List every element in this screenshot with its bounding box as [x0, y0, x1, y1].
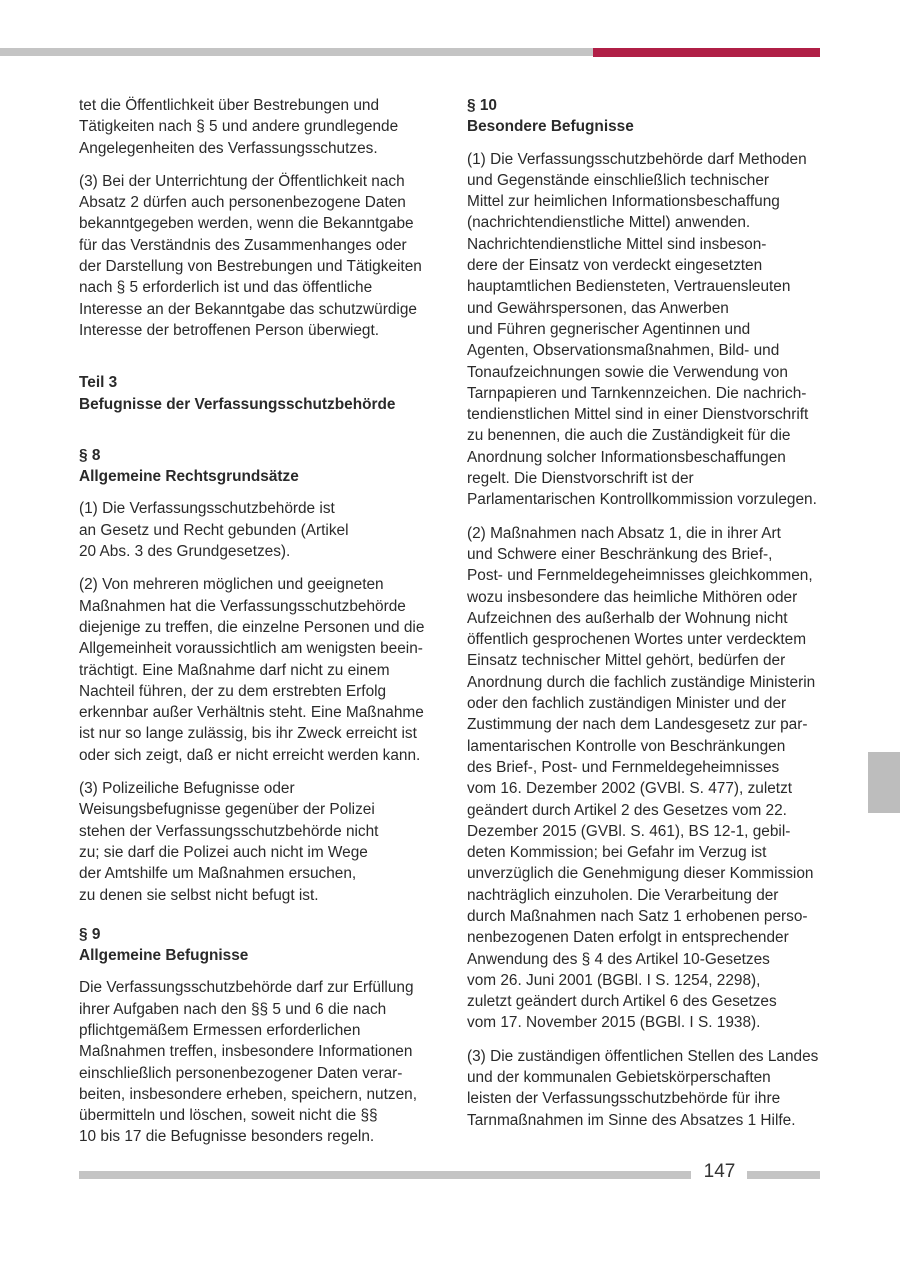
- text-line: nach § 5 erforderlich ist und das öffentliche: [79, 279, 373, 297]
- section-title: Allgemeine Rechtsgrundsätze: [79, 468, 299, 486]
- paragraph: [79, 95, 431, 159]
- text-line: Maßnahmen hat die Verfassungsschutzbehörde: [79, 597, 406, 615]
- text-line: an Gesetz und Recht gebunden (Artikel: [79, 521, 349, 539]
- header-rule-accent: [593, 48, 820, 57]
- text-line: geändert durch Artikel 2 des Gesetzes vom 22.: [467, 801, 787, 819]
- text-line: und Gegenstände einschließlich technischer: [467, 171, 770, 189]
- text-line: (nachrichtendienstliche Mittel) anwenden.: [467, 214, 751, 232]
- header-rule-grey: [0, 48, 593, 56]
- text-line: Anordnung solcher Informationsbeschaffungen: [467, 448, 786, 466]
- text-line: und Führen gegnerischer Agentinnen und: [467, 320, 751, 338]
- text-line: deten Kommission; bei Gefahr im Verzug ist: [467, 844, 767, 862]
- text-line: Weisungsbefugnisse gegenüber der Polizei: [79, 801, 375, 819]
- text-line: stehen der Verfassungsschutzbehörde nicht: [79, 822, 379, 840]
- text-line: Absatz 2 dürfen auch personenbezogene Daten: [79, 194, 406, 212]
- text-line: ihrer Aufgaben nach den §§ 5 und 6 die nach: [79, 1000, 387, 1018]
- text-line: (1) Die Verfassungsschutzbehörde darf Methoden: [467, 150, 807, 168]
- text-line: Allgemeinheit voraussichtlich am wenigsten beein-: [79, 640, 423, 658]
- text-line: für das Verständnis des Zusammenhanges oder: [79, 236, 407, 254]
- text-line: Angelegenheiten des Verfassungsschutzes.: [79, 139, 378, 157]
- text-line: (3) Bei der Unterrichtung der Öffentlichkeit nach: [79, 172, 405, 190]
- text-line: pflichtgemäßem Ermessen erforderlichen: [79, 1021, 361, 1039]
- text-line: Tarnpapieren und Tarnkennzeichen. Die nachrich-: [467, 384, 807, 402]
- text-line: wozu insbesondere das heimliche Mithören oder: [467, 588, 798, 606]
- text-line: 20 Abs. 3 des Grundgesetzes).: [79, 543, 291, 561]
- text-line: einschließlich personenbezogener Daten verar-: [79, 1064, 403, 1082]
- text-line: Mittel zur heimlichen Informationsbeschaffung: [467, 193, 780, 211]
- text-line: leisten der Verfassungsschutzbehörde für ihre: [467, 1090, 781, 1108]
- text-line: der Darstellung von Bestrebungen und Tätigkeiten: [79, 258, 422, 276]
- paragraph: [79, 977, 431, 1147]
- text-line: Parlamentarischen Kontrollkommission vorzulegen.: [467, 491, 817, 509]
- text-line: der Amtshilfe um Maßnahmen ersuchen,: [79, 865, 357, 883]
- text-line: Agenten, Observationsmaßnahmen, Bild- und: [467, 342, 780, 360]
- text-line: (1) Die Verfassungsschutzbehörde ist: [79, 500, 335, 518]
- text-line: ist nur so lange zulässig, bis ihr Zweck erreicht ist: [79, 725, 417, 743]
- part-title: Befugnisse der Verfassungsschutzbehörde: [79, 395, 396, 413]
- right-column: [467, 95, 827, 1143]
- text-line: vom 16. Dezember 2002 (GVBl. S. 477), zuletzt: [467, 780, 793, 798]
- text-line: regelt. Die Dienstvorschrift ist der: [467, 470, 694, 488]
- text-line: übermitteln und löschen, soweit nicht die §§: [79, 1107, 378, 1125]
- footer-rule: [79, 1171, 691, 1179]
- paragraph: [467, 149, 827, 511]
- text-line: vom 26. Juni 2001 (BGBl. I S. 1254, 2298),: [467, 971, 761, 989]
- text-line: nenbezogenen Daten erfolgt in entsprechender: [467, 929, 789, 947]
- paragraph: [79, 778, 431, 906]
- text-line: Tätigkeiten nach § 5 und andere grundlegende: [79, 118, 399, 136]
- paragraph: [79, 574, 431, 766]
- text-line: unverzüglich die Genehmigung dieser Kommission: [467, 865, 814, 883]
- text-line: tet die Öffentlichkeit über Bestrebungen und: [79, 97, 380, 114]
- text-line: oder den fachlich zuständigen Minister und der: [467, 695, 787, 713]
- text-line: (2) Von mehreren möglichen und geeigneten: [79, 576, 384, 594]
- part-number: Teil 3: [79, 374, 118, 392]
- text-line: Tarnmaßnahmen im Sinne des Absatzes 1 Hilfe.: [467, 1111, 796, 1129]
- text-line: nachträglich einzuholen. Die Verarbeitung der: [467, 886, 779, 904]
- text-line: lamentarischen Kontrolle von Beschränkungen: [467, 737, 786, 755]
- section-number: § 10: [467, 97, 497, 114]
- text-line: (2) Maßnahmen nach Absatz 1, die in ihrer Art: [467, 524, 781, 542]
- text-line: Anordnung durch die fachlich zuständige Ministerin: [467, 673, 816, 691]
- paragraph: [467, 523, 827, 1034]
- section-number: § 9: [79, 925, 101, 943]
- paragraph: [79, 498, 431, 562]
- paragraph: [79, 171, 431, 341]
- section-heading-9: [79, 924, 431, 967]
- footer-rule-right: [747, 1171, 820, 1179]
- text-line: Anwendung des § 4 des Artikel 10-Gesetzes: [467, 950, 770, 968]
- text-line: bekanntgegeben werden, wenn die Bekanntgabe: [79, 215, 414, 233]
- text-line: Maßnahmen treffen, insbesondere Informationen: [79, 1043, 413, 1061]
- text-line: (3) Die zuständigen öffentlichen Stellen des Landes: [467, 1047, 819, 1065]
- text-line: Post- und Fernmeldegeheimnisses gleichkommen,: [467, 567, 813, 585]
- text-line: und Schwere einer Beschränkung des Brief-,: [467, 545, 773, 563]
- text-line: Interesse an der Bekanntgabe das schutzwürdige: [79, 300, 417, 318]
- paragraph: [467, 1046, 827, 1131]
- section-number: § 8: [79, 446, 101, 464]
- text-line: öffentlich gesprochenen Wortes unter verdecktem: [467, 631, 807, 649]
- text-line: beiten, insbesondere erheben, speichern, nutzen,: [79, 1085, 417, 1103]
- text-line: diejenige zu treffen, die einzelne Personen und die: [79, 618, 425, 636]
- text-line: durch Maßnahmen nach Satz 1 erhobenen perso-: [467, 907, 808, 925]
- text-line: zu denen sie selbst nicht befugt ist.: [79, 886, 319, 904]
- text-line: und der kommunalen Gebietskörperschaften: [467, 1069, 771, 1087]
- text-line: vom 17. November 2015 (BGBl. I S. 1938).: [467, 1014, 761, 1032]
- page-number: 147: [703, 1161, 736, 1182]
- text-line: Die Verfassungsschutzbehörde darf zur Erfüllung: [79, 979, 414, 997]
- text-line: und Gewährspersonen, das Anwerben: [467, 299, 729, 317]
- text-line: 10 bis 17 die Befugnisse besonders regeln.: [79, 1128, 375, 1146]
- text-line: oder sich zeigt, daß er nicht erreicht werden kann.: [79, 746, 421, 764]
- text-line: Aufzeichnen des außerhalb der Wohnung nicht: [467, 609, 788, 627]
- text-line: zu benennen, die auch die Zuständigkeit für die: [467, 427, 791, 445]
- text-line: zuletzt geändert durch Artikel 6 des Gesetzes: [467, 993, 777, 1011]
- text-line: zu; sie darf die Polizei auch nicht im Wege: [79, 843, 368, 861]
- text-line: Nachteil führen, der zu dem erstrebten Erfolg: [79, 682, 387, 700]
- section-title: Allgemeine Befugnisse: [79, 947, 249, 965]
- text-line: hauptamtlichen Bediensteten, Vertrauensleuten: [467, 278, 791, 296]
- text-line: Interesse der betroffenen Person überwiegt.: [79, 321, 380, 339]
- text-line: trächtigt. Eine Maßnahme darf nicht zu einem: [79, 661, 390, 679]
- text-line: Zustimmung der nach dem Landesgesetz zur par-: [467, 716, 808, 734]
- chapter-side-tab: [868, 752, 900, 813]
- text-line: Dezember 2015 (GVBl. S. 461), BS 12-1, gebil-: [467, 822, 791, 840]
- text-line: tendienstlichen Mittel sind in einer Dienstvorschrift: [467, 406, 809, 424]
- section-heading-10: [467, 95, 827, 138]
- text-line: Tonaufzeichnungen sowie die Verwendung von: [467, 363, 788, 381]
- section-heading-8: [79, 445, 431, 488]
- text-line: des Brief-, Post- und Fernmeldegeheimnisses: [467, 758, 780, 776]
- text-line: (3) Polizeiliche Befugnisse oder: [79, 780, 295, 798]
- text-line: dere der Einsatz von verdeckt eingesetzten: [467, 257, 763, 275]
- text-line: erkennbar außer Verhältnis steht. Eine Maßnahme: [79, 704, 424, 722]
- left-column: [79, 95, 431, 1160]
- part-heading: [79, 372, 431, 415]
- text-line: Nachrichtendienstliche Mittel sind insbeson-: [467, 235, 767, 253]
- text-line: Einsatz technischer Mittel gehört, bedürfen der: [467, 652, 786, 670]
- section-title: Besondere Befugnisse: [467, 118, 634, 136]
